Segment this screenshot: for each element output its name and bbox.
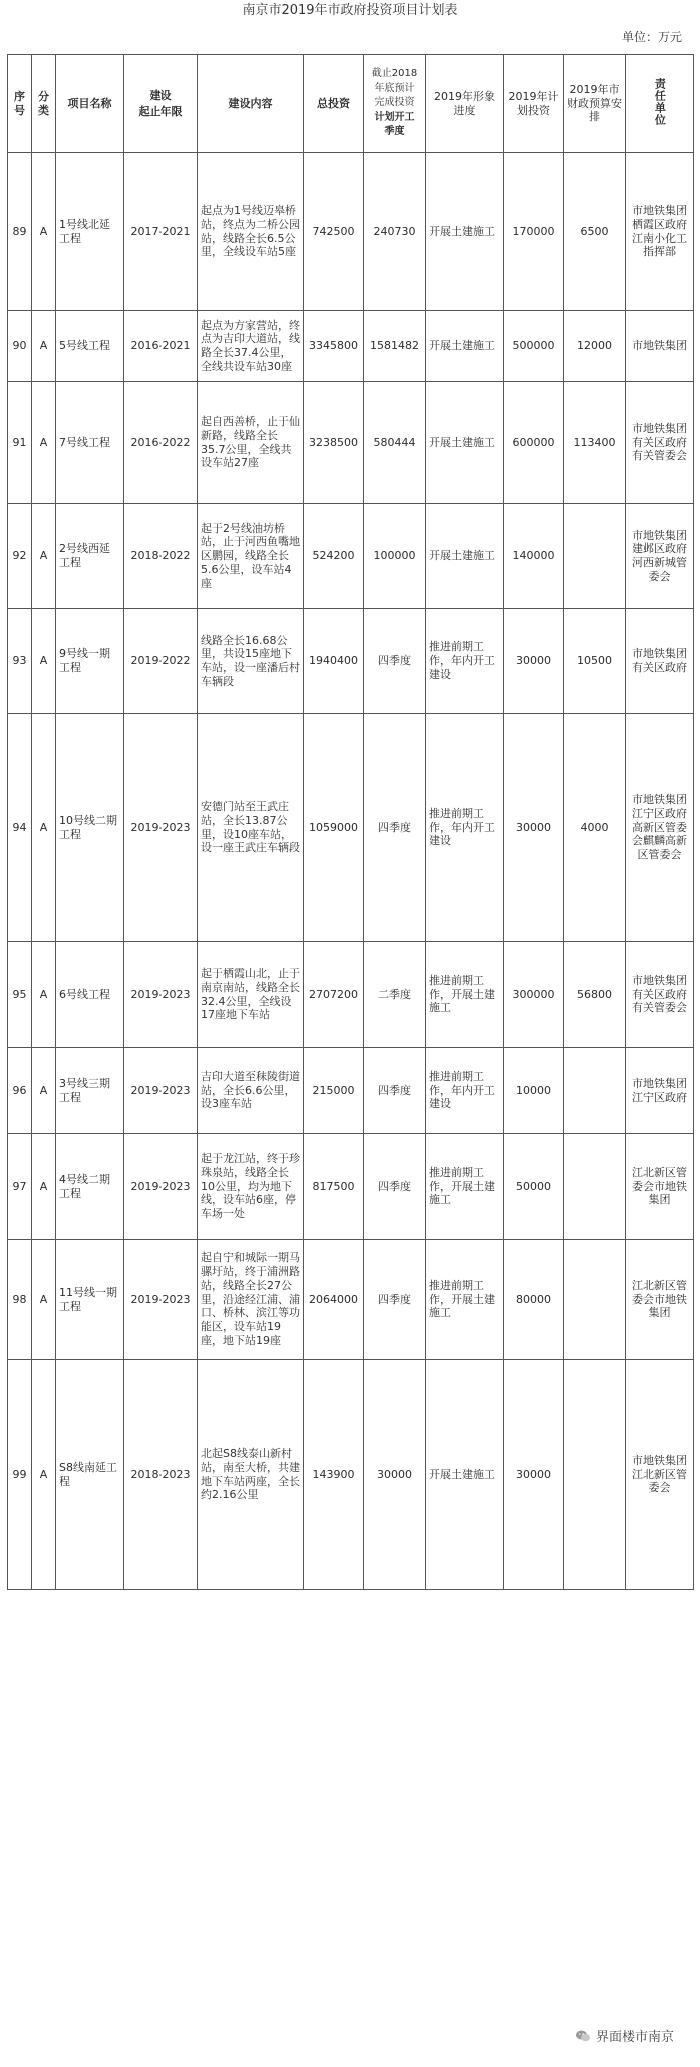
row-content: 起于龙江站，终于珍珠泉站，线路全长10公里，均为地下线，设车站6座，停车场一处 xyxy=(198,1134,304,1240)
row-plan2019: 30000 xyxy=(504,714,564,942)
row-budget: 10500 xyxy=(564,609,626,714)
row-budget: 56800 xyxy=(564,942,626,1048)
row-completed: 二季度 xyxy=(364,942,426,1048)
row-plan2019: 140000 xyxy=(504,504,564,609)
header-total: 总投资 xyxy=(304,55,364,153)
row-category: A xyxy=(32,942,56,1048)
row-completed: 30000 xyxy=(364,1360,426,1590)
row-responsible: 市地铁集团 xyxy=(626,311,694,382)
header-budget: 2019年市财政预算安排 xyxy=(564,55,626,153)
row-budget xyxy=(564,1048,626,1134)
row-category: A xyxy=(32,609,56,714)
row-completed: 四季度 xyxy=(364,1048,426,1134)
header-completed xyxy=(364,55,426,153)
investment-plan-table xyxy=(7,54,694,1590)
row-completed: 1581482 xyxy=(364,311,426,382)
row-name: 3号线三期工程 xyxy=(56,1048,124,1134)
row-plan2019: 500000 xyxy=(504,311,564,382)
row-budget xyxy=(564,504,626,609)
row-total: 1940400 xyxy=(304,609,364,714)
row-plan2019: 80000 xyxy=(504,1240,564,1360)
row-content: 安德门站至王武庄站，全长13.87公里，设10座车站，设一座王武庄车辆段 xyxy=(198,714,304,942)
row-total: 2064000 xyxy=(304,1240,364,1360)
row-total: 143900 xyxy=(304,1360,364,1590)
row-period: 2019-2023 xyxy=(124,942,198,1048)
row-responsible: 市地铁集团栖霞区政府江南小化工指挥部 xyxy=(626,153,694,311)
row-period: 2019-2023 xyxy=(124,1240,198,1360)
row-name: 1号线北延工程 xyxy=(56,153,124,311)
row-progress: 推进前期工作，年内开工建设 xyxy=(426,1048,504,1134)
row-completed: 四季度 xyxy=(364,1134,426,1240)
row-budget xyxy=(564,1134,626,1240)
table-row xyxy=(8,1134,694,1240)
row-responsible: 市地铁集团有关区政府有关管委会 xyxy=(626,942,694,1048)
wechat-icon xyxy=(575,2028,591,2044)
row-plan2019: 170000 xyxy=(504,153,564,311)
row-category: A xyxy=(32,382,56,504)
row-name: 5号线工程 xyxy=(56,311,124,382)
header-progress: 2019年形象进度 xyxy=(426,55,504,153)
row-completed: 100000 xyxy=(364,504,426,609)
row-progress: 推进前期工作，年内开工建设 xyxy=(426,714,504,942)
row-seq: 89 xyxy=(8,153,32,311)
row-content: 吉印大道至秣陵街道站，全长6.6公里，设3座车站 xyxy=(198,1048,304,1134)
row-progress: 开展土建施工 xyxy=(426,311,504,382)
row-name: 11号线一期工程 xyxy=(56,1240,124,1360)
row-responsible: 市地铁集团有关区政府有关管委会 xyxy=(626,382,694,504)
row-plan2019: 600000 xyxy=(504,382,564,504)
row-name: S8线南延工程 xyxy=(56,1360,124,1590)
row-total: 817500 xyxy=(304,1134,364,1240)
row-period: 2016-2022 xyxy=(124,382,198,504)
row-period: 2019-2023 xyxy=(124,1134,198,1240)
header-period xyxy=(124,55,198,153)
row-name: 2号线西延工程 xyxy=(56,504,124,609)
row-progress: 推进前期工作，开展土建施工 xyxy=(426,1240,504,1360)
table-row xyxy=(8,942,694,1048)
row-responsible: 市地铁集团江宁区政府 xyxy=(626,1048,694,1134)
row-budget xyxy=(564,1240,626,1360)
table-row xyxy=(8,504,694,609)
row-content: 起于栖霞山北，止于南京南站，线路全长32.4公里，全线设17座地下车站 xyxy=(198,942,304,1048)
row-content: 起自宁和城际一期马骡圩站，终于浦洲路站，线路全长27公里，沿途经江浦、浦口、桥林、滨江等功能区，设车站19座，地下站19座 xyxy=(198,1240,304,1360)
row-responsible: 市地铁集团江北新区管委会 xyxy=(626,1360,694,1590)
row-plan2019: 10000 xyxy=(504,1048,564,1134)
row-seq: 94 xyxy=(8,714,32,942)
row-progress: 推进前期工作，年内开工建设 xyxy=(426,609,504,714)
row-category: A xyxy=(32,153,56,311)
row-responsible: 市地铁集团江宁区政府高新区管委会麒麟高新区管委会 xyxy=(626,714,694,942)
row-content: 起自西善桥，止于仙新路，线路全长35.7公里，全线共设车站27座 xyxy=(198,382,304,504)
row-total: 3238500 xyxy=(304,382,364,504)
table-row xyxy=(8,382,694,504)
row-completed: 580444 xyxy=(364,382,426,504)
header-period-line1: 建设 xyxy=(149,88,172,102)
row-name: 10号线二期工程 xyxy=(56,714,124,942)
header-content: 建设内容 xyxy=(198,55,304,153)
row-progress: 开展土建施工 xyxy=(426,382,504,504)
row-period: 2019-2023 xyxy=(124,1048,198,1134)
header-completed-line5: 季度 xyxy=(384,126,405,138)
header-name: 项目名称 xyxy=(56,55,124,153)
table-row xyxy=(8,609,694,714)
table-row xyxy=(8,1048,694,1134)
row-seq: 93 xyxy=(8,609,32,714)
table-row xyxy=(8,714,694,942)
row-period: 2016-2021 xyxy=(124,311,198,382)
row-category: A xyxy=(32,1240,56,1360)
row-progress: 开展土建施工 xyxy=(426,504,504,609)
header-category: 分类 xyxy=(32,55,56,153)
row-period: 2018-2022 xyxy=(124,504,198,609)
row-content: 线路全长16.68公里，共设15座地下车站，设一座潘后村车辆段 xyxy=(198,609,304,714)
row-responsible: 市地铁集团建邺区政府河西新城管委会 xyxy=(626,504,694,609)
row-total: 2707200 xyxy=(304,942,364,1048)
unit-label: 单位：万元 xyxy=(621,30,682,44)
row-seq: 92 xyxy=(8,504,32,609)
page-title: 南京市2019年市政府投资项目计划表 xyxy=(242,3,458,18)
header-completed-line4: 计划开工 xyxy=(374,111,415,123)
row-plan2019: 300000 xyxy=(504,942,564,1048)
header-row xyxy=(8,55,694,153)
row-budget: 113400 xyxy=(564,382,626,504)
row-content: 起点为1号线迈皋桥站，终点为二桥公园站，线路全长6.5公里，全线设车站5座 xyxy=(198,153,304,311)
row-progress: 推进前期工作，开展土建施工 xyxy=(426,942,504,1048)
row-content: 起点为方家营站，终点为吉印大道站，线路全长37.4公里，全线共设车站30座 xyxy=(198,311,304,382)
row-category: A xyxy=(32,714,56,942)
header-completed-line3: 完成投资 xyxy=(374,97,415,109)
row-category: A xyxy=(32,311,56,382)
header-plan2019: 2019年计划投资 xyxy=(504,55,564,153)
row-name: 6号线工程 xyxy=(56,942,124,1048)
table-row xyxy=(8,1240,694,1360)
row-progress: 开展土建施工 xyxy=(426,1360,504,1590)
row-name: 7号线工程 xyxy=(56,382,124,504)
row-plan2019: 30000 xyxy=(504,1360,564,1590)
header-responsible-text: 责任单位 xyxy=(653,77,667,126)
row-name: 9号线一期工程 xyxy=(56,609,124,714)
row-seq: 97 xyxy=(8,1134,32,1240)
row-plan2019: 50000 xyxy=(504,1134,564,1240)
row-total: 742500 xyxy=(304,153,364,311)
row-seq: 90 xyxy=(8,311,32,382)
header-seq: 序号 xyxy=(8,55,32,153)
row-completed: 四季度 xyxy=(364,1240,426,1360)
row-completed: 四季度 xyxy=(364,609,426,714)
header-completed-line1: 截止2018 xyxy=(371,68,418,80)
row-category: A xyxy=(32,1134,56,1240)
row-content: 起于2号线油坊桥站，止于河西鱼嘴地区鹏园，线路全长5.6公里，设车站4座 xyxy=(198,504,304,609)
row-responsible: 江北新区管委会市地铁集团 xyxy=(626,1134,694,1240)
row-seq: 91 xyxy=(8,382,32,504)
watermark xyxy=(571,2024,678,2047)
row-budget: 4000 xyxy=(564,714,626,942)
row-period: 2019-2022 xyxy=(124,609,198,714)
row-category: A xyxy=(32,1360,56,1590)
row-budget xyxy=(564,1360,626,1590)
row-budget: 6500 xyxy=(564,153,626,311)
row-progress: 开展土建施工 xyxy=(426,153,504,311)
header-period-line2: 起止年限 xyxy=(138,104,183,118)
row-completed: 四季度 xyxy=(364,714,426,942)
row-content: 北起S8线泰山新村站，南至大桥，共建地下车站两座，全长约2.16公里 xyxy=(198,1360,304,1590)
table-row xyxy=(8,1360,694,1590)
row-budget: 12000 xyxy=(564,311,626,382)
header-completed-line2: 年底预计 xyxy=(374,82,415,94)
row-category: A xyxy=(32,504,56,609)
table-row xyxy=(8,153,694,311)
row-progress: 推进前期工作，开展土建施工 xyxy=(426,1134,504,1240)
row-seq: 98 xyxy=(8,1240,32,1360)
row-plan2019: 30000 xyxy=(504,609,564,714)
row-total: 3345800 xyxy=(304,311,364,382)
row-seq: 99 xyxy=(8,1360,32,1590)
row-period: 2018-2023 xyxy=(124,1360,198,1590)
row-total: 1059000 xyxy=(304,714,364,942)
row-period: 2019-2023 xyxy=(124,714,198,942)
row-completed: 240730 xyxy=(364,153,426,311)
header-responsible xyxy=(626,55,694,153)
row-category: A xyxy=(32,1048,56,1134)
watermark-text: 界面楼市南京 xyxy=(595,2030,674,2045)
table-row xyxy=(8,311,694,382)
row-period: 2017-2021 xyxy=(124,153,198,311)
row-total: 524200 xyxy=(304,504,364,609)
row-responsible: 市地铁集团有关区政府 xyxy=(626,609,694,714)
row-responsible: 江北新区管委会市地铁集团 xyxy=(626,1240,694,1360)
row-seq: 96 xyxy=(8,1048,32,1134)
row-seq: 95 xyxy=(8,942,32,1048)
row-total: 215000 xyxy=(304,1048,364,1134)
row-name: 4号线二期工程 xyxy=(56,1134,124,1240)
